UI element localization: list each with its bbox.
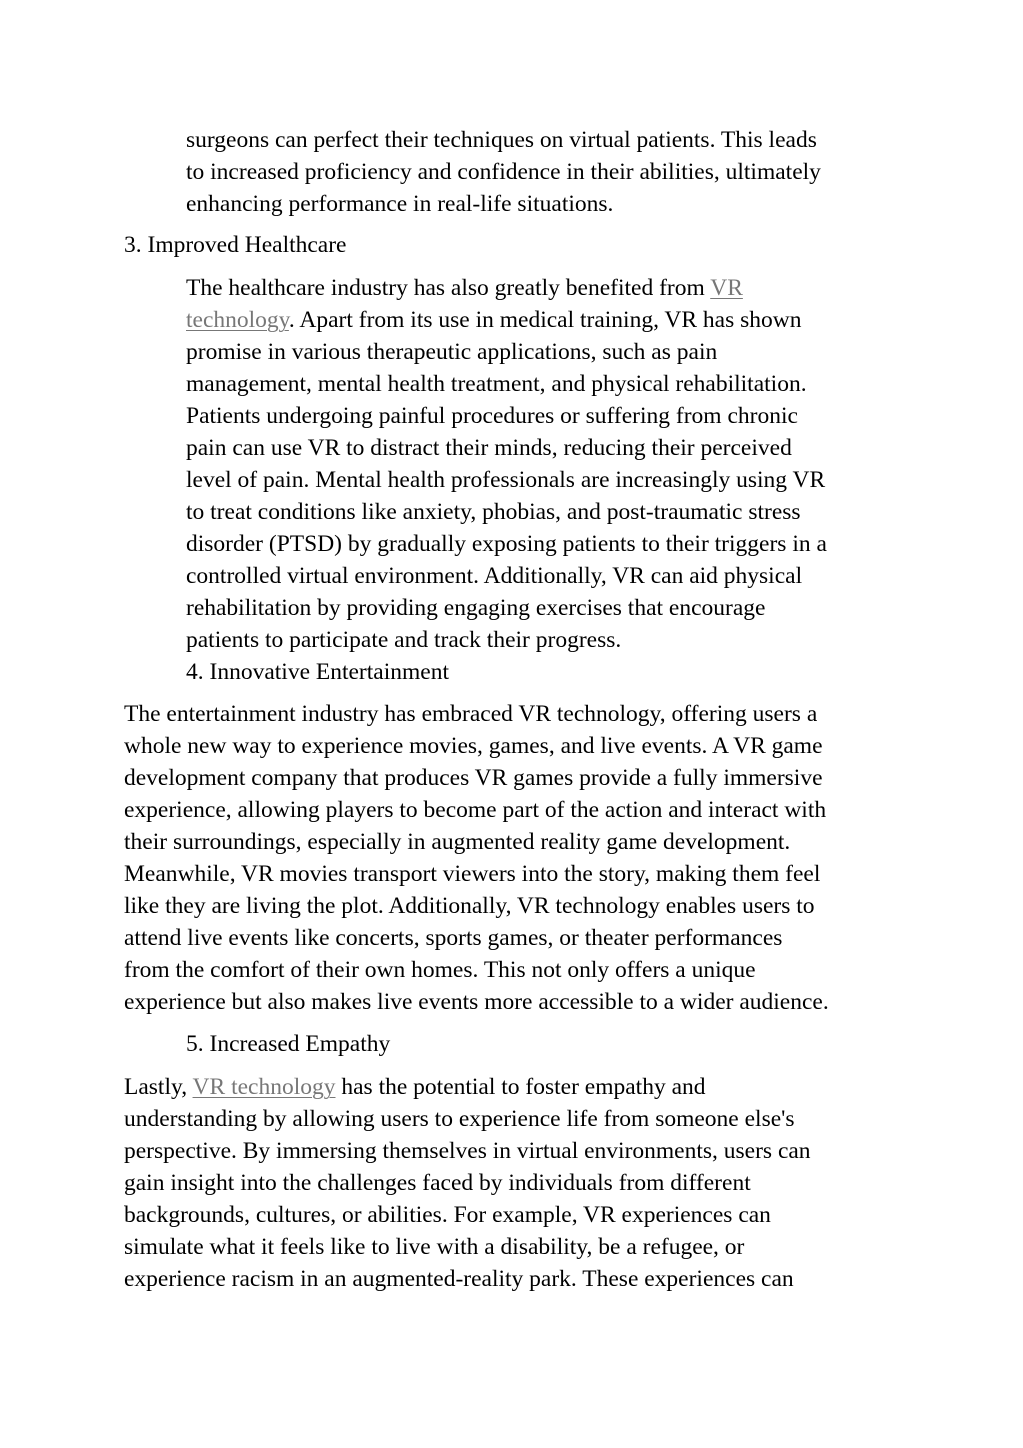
text-line: controlled virtual environment. Additionally, VR can aid physical — [186, 563, 803, 589]
text-line: attend live events like concerts, sports games, or theater performances — [124, 925, 783, 951]
vr-technology-link[interactable]: VR technology — [192, 1074, 336, 1100]
text-line: level of pain. Mental health professionals are increasingly using VR — [186, 467, 826, 493]
text-line: rehabilitation by providing engaging exercises that encourage — [186, 595, 766, 621]
text-segment: has the potential to foster empathy and — [335, 1074, 706, 1100]
text-line: understanding by allowing users to experience life from someone else's — [124, 1106, 795, 1132]
text-line: disorder (PTSD) by gradually exposing patients to their triggers in a — [186, 531, 827, 557]
paragraph-entertainment — [124, 698, 829, 1018]
text-line: like they are living the plot. Additionally, VR technology enables users to — [124, 893, 815, 919]
text-line: The entertainment industry has embraced VR technology, offering users a — [124, 701, 818, 727]
text-line — [124, 1071, 811, 1103]
heading-increased-empathy: 5. Increased Empathy — [186, 1031, 391, 1057]
vr-technology-link[interactable]: VR — [710, 275, 743, 301]
text-line: backgrounds, cultures, or abilities. For example, VR experiences can — [124, 1202, 771, 1228]
text-line: to treat conditions like anxiety, phobias, and post-traumatic stress — [186, 499, 801, 525]
text-line: promise in various therapeutic applications, such as pain — [186, 339, 718, 365]
heading-improved-healthcare: 3. Improved Healthcare — [124, 232, 347, 258]
text-line — [186, 304, 827, 336]
text-line: their surroundings, especially in augmented reality game development. — [124, 829, 791, 855]
vr-technology-link[interactable]: technology — [186, 307, 289, 333]
text-line: management, mental health treatment, and physical rehabilitation. — [186, 371, 807, 397]
text-line: experience, allowing players to become part of the action and interact with — [124, 797, 827, 823]
text-line: simulate what it feels like to live with a disability, be a refugee, or — [124, 1234, 745, 1260]
text-segment: The healthcare industry has also greatly benefited from — [186, 275, 711, 301]
text-line: Patients undergoing painful procedures or suffering from chronic — [186, 403, 798, 429]
text-line: surgeons can perfect their techniques on virtual patients. This leads — [186, 127, 817, 153]
text-line: perspective. By immersing themselves in virtual environments, users can — [124, 1138, 811, 1164]
text-segment: Lastly, — [124, 1074, 193, 1100]
paragraph-empathy — [124, 1071, 811, 1295]
text-line: pain can use VR to distract their minds, reducing their perceived — [186, 435, 792, 461]
heading-innovative-entertainment: 4. Innovative Entertainment — [186, 659, 449, 685]
text-line: to increased proficiency and confidence in their abilities, ultimately — [186, 159, 821, 185]
text-line: from the comfort of their own homes. This not only offers a unique — [124, 957, 756, 983]
text-line: Meanwhile, VR movies transport viewers into the story, making them feel — [124, 861, 821, 887]
text-line: patients to participate and track their progress. — [186, 627, 622, 653]
text-line: experience but also makes live events more accessible to a wider audience. — [124, 989, 829, 1015]
paragraph-surgeons — [186, 124, 821, 220]
text-line: development company that produces VR games provide a fully immersive — [124, 765, 823, 791]
text-segment: . Apart from its use in medical training, VR has shown — [288, 307, 802, 333]
text-line — [186, 272, 827, 304]
text-line: whole new way to experience movies, games, and live events. A VR game — [124, 733, 823, 759]
text-line: experience racism in an augmented-reality park. These experiences can — [124, 1266, 794, 1292]
text-line: enhancing performance in real-life situations. — [186, 191, 614, 217]
paragraph-healthcare — [186, 272, 827, 656]
text-line: gain insight into the challenges faced by individuals from different — [124, 1170, 751, 1196]
